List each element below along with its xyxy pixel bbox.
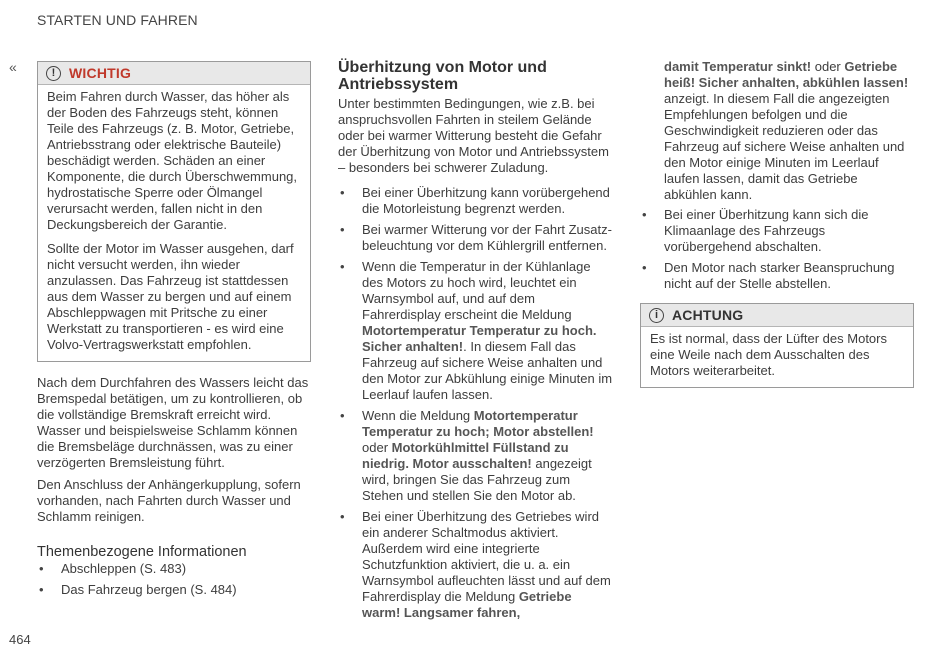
overheat-list-continued: [640, 207, 914, 292]
column-left: [37, 61, 311, 603]
section-intro: Unter bestimmten Bedingungen, wie z.B. bei anspruchsvollen Fahrten in steilem Gelände oder bei warmer Witterung besteht die Gefahr der Überhitzung von Motor und Antriebssystem – besonders bei schwerer Zuladung.: [338, 96, 609, 175]
paragraph-brakes: Nach dem Durchfahren des Wassers leicht das Bremspedal betätigen, um zu kontrollieren, ob die vollständige Bremskraft erreicht wird. Wasser und beispielsweise Schlamm können die Bremsbeläge durchnässen, was zu einer verzögerten Bremsleistung führt.: [37, 375, 309, 470]
related-link[interactable]: • Abschleppen (S. 483): [37, 561, 311, 577]
column-right: [640, 59, 914, 388]
caution-text: Es ist normal, dass der Lüfter des Motors eine Weile nach dem Ausschalten des Motors weiterarbeitet.: [650, 331, 887, 378]
warning-paragraph: Beim Fahren durch Wasser, das höher als der Boden des Fahrzeugs steht, können Teile des Fahrzeugs (z. B. Motor, Getriebe, Antriebsstrang oder elektrische Bauteile) beschädigt werden. Schäden an einer Komponente, die durch Überschwemmung, hydrostatische Sperre oder Ölmangel verursacht werden, fallen nicht in den Deckungsbereich der Garantie.: [47, 89, 298, 232]
list-item: [338, 259, 613, 403]
back-arrow-icon[interactable]: «: [9, 59, 14, 75]
list-item: • Bei warmer Witterung vor der Fahrt Zusatzbeleuchtung vor dem Kühlergrill entfernen.: [338, 222, 613, 254]
list-item: • Bei einer Überhitzung kann sich die Klimaanlage des Fahrzeugs vorübergehend abschalten.: [640, 207, 914, 255]
item-text: anzeigt. In diesem Fall die angezeigten Empfehlungen befolgen und die Geschwindigkeit reduzieren oder das Fahrzeug auf sichere Weise anhalten und den Motor einige Minuten im Leerlauf laufen lassen, damit das Getriebe abkühlen kann.: [664, 91, 905, 202]
warning-paragraph: Sollte der Motor im Wasser ausgehen, darf nicht versucht werden, ihn wieder anzulassen. Das Fahrzeug ist stattdessen aus dem Wasser zu bergen und auf einem Abschleppwagen mit Pritsche zu einer Werkstatt zu transportieren - es wird eine Volvo-Vertragswerkstatt empfohlen.: [47, 241, 294, 352]
list-item: • Bei einer Überhitzung kann vorübergehend die Motorleistung begrenzt werden.: [338, 185, 613, 217]
display-message: Motorkühlmittel Füllstand zu niedrig. Motor ausschalten!: [362, 440, 569, 471]
display-message: damit Temperatur sinkt!: [664, 59, 812, 74]
overheat-list: [338, 185, 613, 621]
warning-box: [37, 61, 311, 362]
warning-label: WICHTIG: [69, 65, 132, 81]
warning-body: [38, 85, 310, 361]
caution-body: [641, 327, 913, 387]
caution-box: [640, 303, 914, 388]
list-item: • Den Motor nach starker Beanspruchung nicht auf der Stelle abstellen.: [640, 260, 914, 292]
display-message: Motortemperatur Temperatur zu hoch; Motor abstellen!: [362, 408, 594, 439]
warning-header: [38, 62, 310, 85]
list-item: [338, 408, 613, 504]
item-text: Wenn die Temperatur in der Kühlanlage des Motors zu hoch wird, leuchtet ein Warnsymbol auf, und auf dem Fahrerdisplay erscheint die Meldung: [362, 259, 591, 322]
paragraph-trailer-hitch: Den Anschluss der Anhängerkupplung, sofern vorhanden, nach Fahrten durch Wasser und Schlamm reinigen.: [37, 477, 301, 524]
warning-icon: !: [46, 66, 61, 81]
display-message: Getriebe warm! Langsamer fahren,: [362, 589, 572, 620]
related-info-list: [37, 561, 311, 598]
item-text: . In diesem Fall das Fahrzeug auf sichere Weise anhalten und den Motor zur Abkühlung einige Minuten im Leerlauf laufen lassen.: [362, 339, 613, 402]
item-text: oder: [362, 440, 392, 455]
related-link[interactable]: • Das Fahrzeug bergen (S. 484): [37, 582, 311, 598]
display-message: Getriebe heiß! Sicher anhalten, abkühlen lassen!: [664, 59, 909, 90]
item-text: oder: [811, 59, 845, 74]
info-icon: i: [649, 308, 664, 323]
page-number: 464: [9, 632, 31, 647]
caution-header: [641, 304, 913, 327]
column-middle: [338, 59, 613, 626]
caution-label: ACHTUNG: [672, 307, 744, 323]
section-title: Überhitzung von Motor und Antriebssystem: [338, 59, 547, 93]
continued-text: [640, 59, 914, 203]
list-item: [338, 509, 613, 621]
item-text: angezeigt wird, bringen Sie das Fahrzeug zum Stehen und stellen Sie den Motor ab.: [362, 456, 592, 503]
display-message: Motortemperatur Temperatur zu hoch. Sicher anhalten!: [362, 323, 597, 354]
item-text: Bei einer Überhitzung des Getriebes wird ein anderer Schaltmodus aktiviert. Außerdem wird eine integrierte Schutzfunktion aktiviert, die u. a. ein Warnsymbol aufleuchten lässt und auf dem Fahrerdisplay die Meldung: [362, 509, 611, 604]
related-info-title: Themenbezogene Informationen: [37, 544, 247, 560]
item-text: Wenn die Meldung: [362, 408, 474, 423]
page-header: STARTEN UND FAHREN: [37, 12, 198, 28]
